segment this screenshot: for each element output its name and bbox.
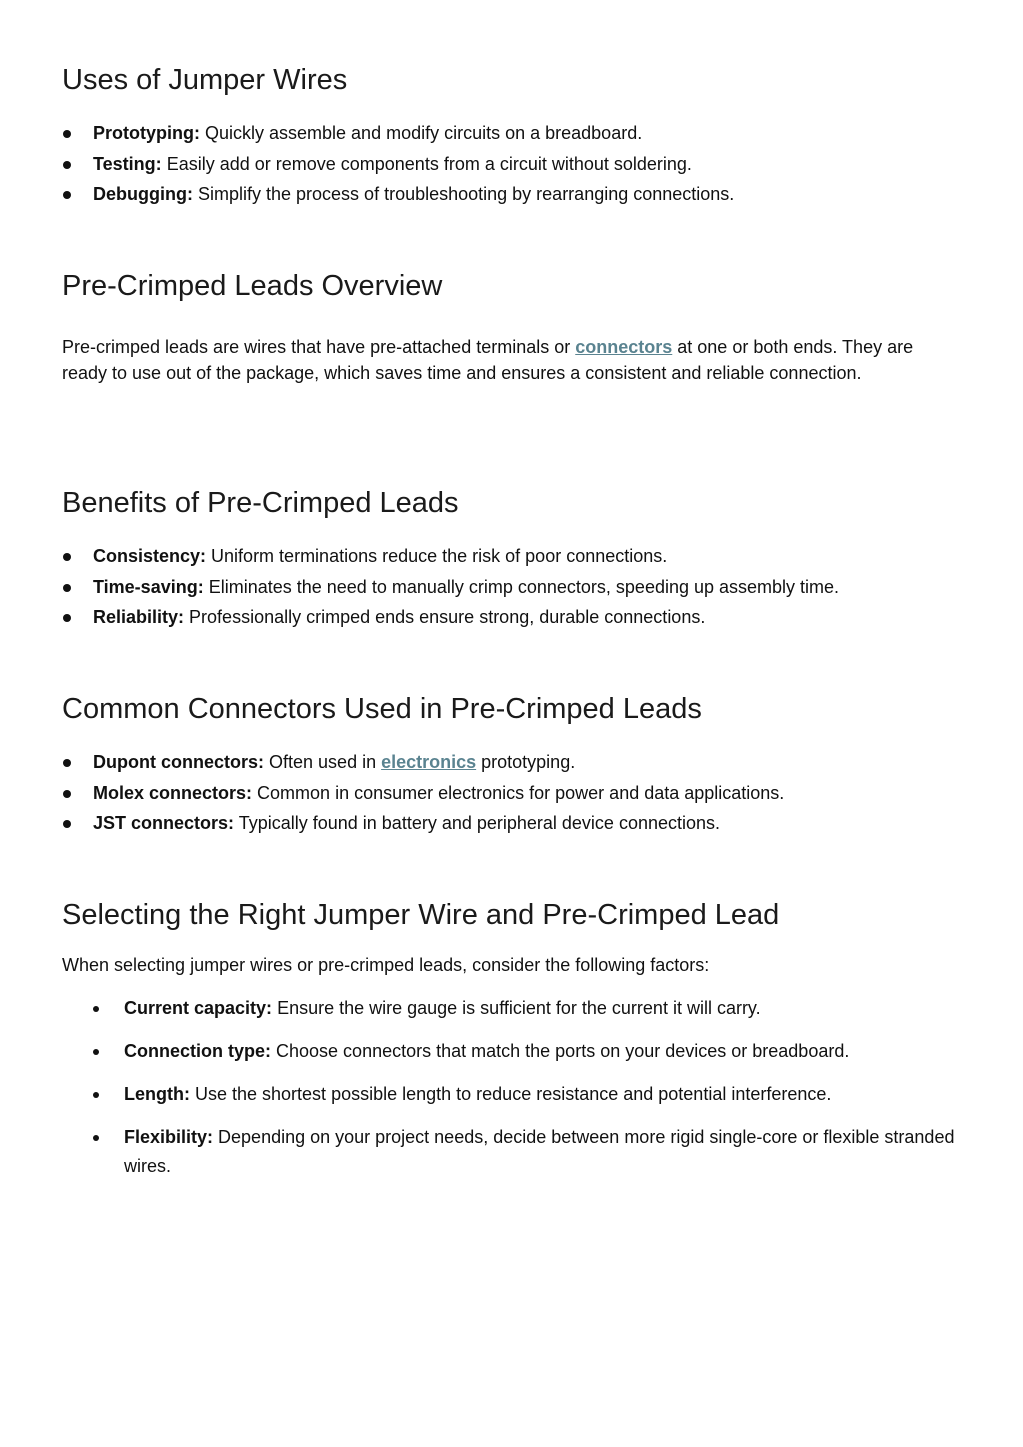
overview-paragraph: [62, 335, 942, 386]
selecting-intro: When selecting jumper wires or pre-crimped leads, consider the following factors:: [62, 955, 710, 975]
list-item-text: Eliminates the need to manually crimp connectors, speeding up assembly time.: [208, 576, 840, 597]
list-item: [62, 808, 967, 839]
section-title-benefits: Benefits of Pre-Crimped Leads: [62, 487, 459, 519]
connectors-link[interactable]: connectors: [575, 337, 673, 357]
list-item-term: Length:: [124, 1084, 190, 1104]
list-item-text: Professionally crimped ends ensure strong, durable connections.: [189, 607, 706, 627]
list-item-text: Ensure the wire gauge is sufficient for the current it will carry.: [277, 998, 761, 1018]
list-item: [62, 602, 967, 633]
list-item: [62, 747, 967, 778]
list-item-text: Easily add or remove components from a circuit without soldering.: [166, 153, 692, 174]
list-item-text: Quickly assemble and modify circuits on a breadboard.: [205, 123, 643, 143]
list-item-term: Time-saving:: [93, 576, 204, 597]
list-item-text: Typically found in battery and peripheral device connections.: [238, 813, 721, 833]
list-item-text: Choose connectors that match the ports on your devices or breadboard.: [276, 1041, 850, 1061]
list-item-term: Consistency:: [93, 546, 207, 566]
list-item: [62, 1037, 967, 1066]
list-item-term: Molex connectors:: [93, 782, 253, 803]
overview-text-after: at one or both ends. They are ready to use out of the package, which saves time and ensures a consistent and reliable connection.: [62, 337, 914, 383]
list-item: [62, 1080, 967, 1109]
section-title-uses: Uses of Jumper Wires: [62, 64, 348, 96]
list-item: [62, 149, 967, 180]
list-item-term: JST connectors:: [93, 813, 235, 833]
list-item: [62, 179, 967, 210]
connectors-list: [62, 747, 967, 839]
list-item-text: Simplify the process of troubleshooting by rearranging connections.: [198, 184, 735, 204]
list-item-text-before: Often used in: [269, 752, 382, 772]
list-item-term: Connection type:: [124, 1041, 271, 1061]
list-item: [62, 1123, 967, 1181]
section-title-overview: Pre-Crimped Leads Overview: [62, 270, 443, 302]
list-item-text: Common in consumer electronics for power and data applications.: [257, 782, 785, 803]
list-item-text: Depending on your project needs, decide between more rigid single-core or flexible stranded wires.: [124, 1127, 955, 1176]
list-item-text: Uniform terminations reduce the risk of poor connections.: [211, 546, 668, 566]
list-item-term: Prototyping:: [93, 123, 200, 143]
section-title-selecting: Selecting the Right Jumper Wire and Pre-Crimped Lead: [62, 899, 780, 931]
list-item: [62, 572, 967, 603]
selecting-list: [62, 994, 967, 1195]
list-item-term: Flexibility:: [124, 1127, 214, 1147]
uses-list: [62, 118, 967, 210]
list-item-term: Debugging:: [93, 184, 193, 204]
list-item: [62, 778, 967, 809]
list-item: [62, 994, 967, 1023]
benefits-list: [62, 541, 967, 633]
list-item-term: Current capacity:: [124, 998, 273, 1018]
list-item-term: Dupont connectors:: [93, 752, 264, 772]
list-item-text: Use the shortest possible length to reduce resistance and potential interference.: [195, 1084, 832, 1104]
electronics-link[interactable]: electronics: [381, 752, 477, 772]
list-item: [62, 118, 967, 149]
overview-text-before: Pre-crimped leads are wires that have pre-attached terminals or: [62, 337, 576, 357]
list-item-term: Reliability:: [93, 607, 185, 627]
list-item-text-after: prototyping.: [476, 752, 576, 772]
section-title-connectors: Common Connectors Used in Pre-Crimped Leads: [62, 693, 702, 725]
list-item: [62, 541, 967, 572]
list-item-term: Testing:: [93, 153, 162, 174]
